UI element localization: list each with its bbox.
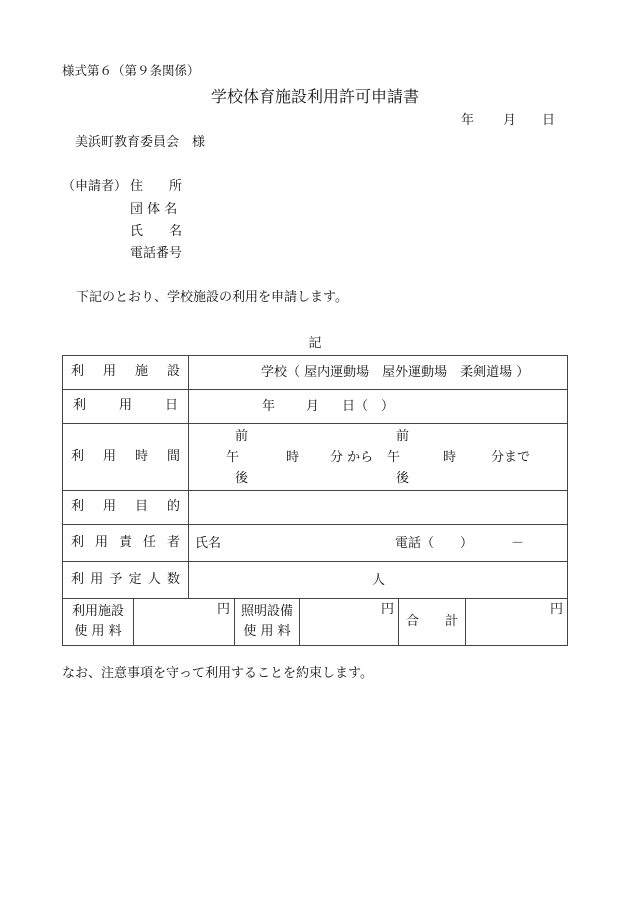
applicant-phone-label: 電話番号 xyxy=(130,246,183,261)
facility-value: 学校（ 屋内運動場 屋外運動場 柔剣道場 ） xyxy=(261,365,530,380)
end-go-label: 午 xyxy=(387,450,401,465)
time-label: 利 用 時 間 xyxy=(71,448,180,464)
form-number: 様式第６（第９条関係） xyxy=(62,63,200,78)
ki-heading: 記 xyxy=(308,336,322,351)
total-yen: 円 xyxy=(550,602,564,617)
date-year-unit: 年 xyxy=(262,399,276,414)
date-year: 年 xyxy=(461,113,475,128)
total-label: 合 計 xyxy=(405,613,458,629)
person-value-cell[interactable] xyxy=(189,525,568,562)
person-label-cell xyxy=(63,525,189,562)
time-value-cell[interactable] xyxy=(189,424,568,491)
lighting-fee-label-cell xyxy=(235,599,300,646)
lighting-fee-label-2: 使 用 料 xyxy=(243,624,291,639)
date-day-unit: 日（ ） xyxy=(342,399,395,414)
facility-label: 利 用 施 設 xyxy=(71,364,180,380)
facility-fee-label-1: 利用施設 xyxy=(71,603,124,619)
start-go-label: 午 xyxy=(226,450,240,465)
end-am-label: 前 xyxy=(396,429,410,444)
time-label-cell xyxy=(63,424,189,491)
purpose-label-cell xyxy=(63,491,189,525)
facility-fee-value-cell[interactable] xyxy=(134,599,235,646)
application-table xyxy=(62,355,568,646)
document-title: 学校体育施設利用許可申請書 xyxy=(210,87,419,106)
facility-fee-yen: 円 xyxy=(216,602,230,617)
lighting-fee-yen: 円 xyxy=(380,602,394,617)
addressee: 美浜町教育委員会 様 xyxy=(75,135,206,150)
row-expected-people xyxy=(63,562,568,599)
start-pm-label: 後 xyxy=(235,471,249,486)
facility-fee-label-cell xyxy=(63,599,134,646)
purpose-value-cell[interactable] xyxy=(189,491,568,525)
purpose-label: 利 用 目 的 xyxy=(71,499,180,515)
row-responsible-person xyxy=(63,525,568,562)
row-time xyxy=(63,424,568,491)
facility-fee-label-2: 使 用 料 xyxy=(74,624,122,639)
date-value-cell[interactable] xyxy=(189,390,568,424)
row-date xyxy=(63,390,568,424)
closing-text: なお、注意事項を守って利用することを約束します。 xyxy=(62,666,373,681)
start-hour-unit: 時 xyxy=(286,450,300,465)
person-label: 利 用 責 任 者 xyxy=(71,534,180,550)
lighting-fee-value-cell[interactable] xyxy=(300,599,399,646)
total-label-cell xyxy=(399,599,466,646)
people-label: 利 用 予 定 人 数 xyxy=(71,571,180,587)
row-purpose xyxy=(63,491,568,525)
date-month: 月 xyxy=(503,113,517,128)
date-day: 日 xyxy=(542,113,556,128)
start-minute-from: 分 から xyxy=(330,450,374,465)
end-hour-unit: 時 xyxy=(443,450,457,465)
applicant-group-label: （申請者） xyxy=(62,179,128,194)
intro-text: 下記のとおり、学校施設の利用を申請します。 xyxy=(76,290,348,305)
date-label-cell xyxy=(63,390,189,424)
facility-value-cell[interactable] xyxy=(189,356,568,390)
row-facility xyxy=(63,356,568,390)
person-phone-dash: － xyxy=(511,536,525,551)
start-am-label: 前 xyxy=(235,429,249,444)
people-unit: 人 xyxy=(372,573,386,588)
facility-label-cell xyxy=(63,356,189,390)
total-value-cell[interactable] xyxy=(466,599,568,646)
end-pm-label: 後 xyxy=(396,471,410,486)
person-phone-label: 電話（ ） xyxy=(395,536,474,551)
applicant-address-label: 住 所 xyxy=(130,179,183,194)
people-label-cell xyxy=(63,562,189,599)
end-minute-until: 分まで xyxy=(491,450,531,465)
date-month-unit: 月 xyxy=(306,399,320,414)
row-fees xyxy=(63,599,568,646)
person-name-label: 氏名 xyxy=(195,536,222,551)
lighting-fee-label-1: 照明設備 xyxy=(240,603,293,619)
date-label: 利 用 日 xyxy=(73,398,178,414)
applicant-organization-label: 団 体 名 xyxy=(130,202,178,217)
people-value-cell[interactable] xyxy=(189,562,568,599)
applicant-name-label: 氏 名 xyxy=(130,224,183,239)
